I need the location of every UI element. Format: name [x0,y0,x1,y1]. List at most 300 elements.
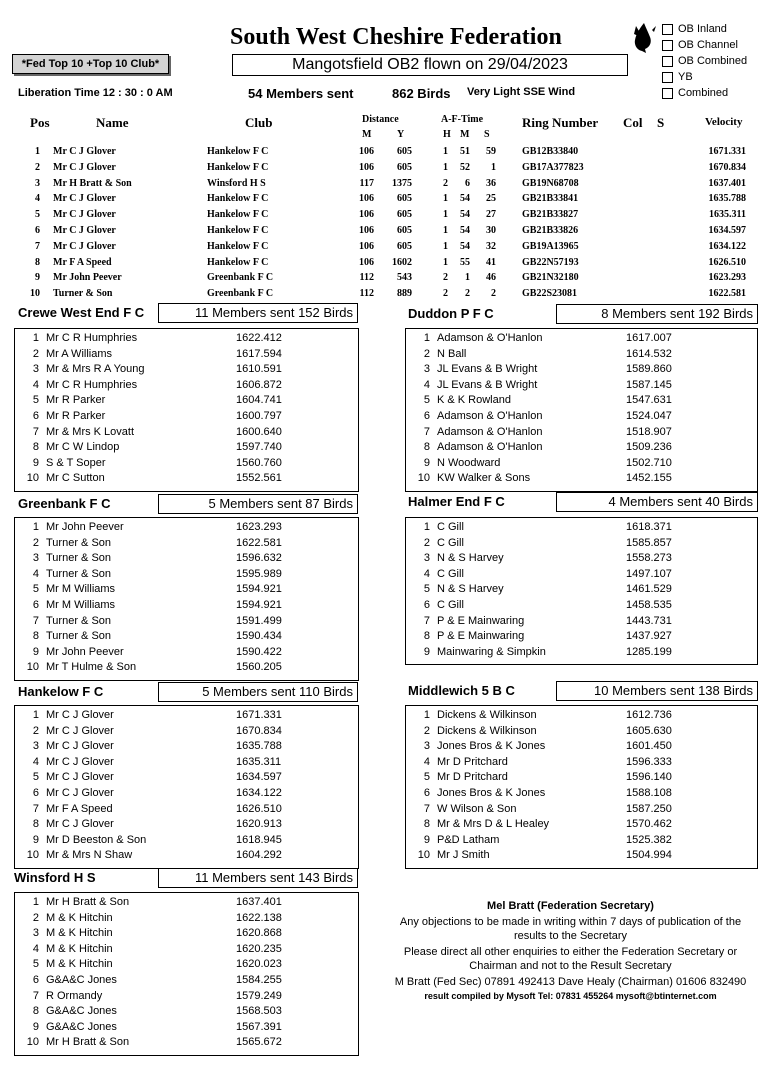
club-member-name: Mr C Sutton [46,472,105,485]
club-member-name: C Gill [437,521,464,533]
club-member-name: Adamson & O'Hanlon [437,441,543,454]
club-velocity: 1524.047 [626,410,672,422]
club-member-name: Mr & Mrs K Lovatt [46,425,135,438]
club-member-name: Mr M Williams [46,583,116,596]
fed-cell-mi: 2 [465,288,470,300]
secretary-name: Mel Bratt (Federation Secretary) [487,900,654,912]
club-result-row [15,896,358,912]
club-results-box [405,517,758,665]
fed-cell-s: 25 [486,193,496,205]
club-velocity: 1623.293 [236,521,282,533]
fed-result-row [0,288,769,304]
club-velocity: 1670.834 [236,724,282,737]
fed-cell-s: 59 [486,146,496,157]
fed-cell-club: Hankelow F C [207,146,269,157]
fed-cell-y: 605 [397,209,412,221]
club-velocity: 1595.989 [236,567,282,580]
club-pos: 4 [32,755,39,768]
club-pos: 2 [423,347,430,360]
club-result-row [406,537,757,553]
club-result-row [15,472,358,488]
fed-cell-name: Mr C J Glover [53,161,116,173]
club-velocity: 1587.145 [626,378,672,391]
club-result-row [406,394,757,410]
club-member-name: P&D Latham [437,833,500,846]
fed-cell-y: 605 [397,225,412,236]
club-pos: 6 [423,787,430,799]
club-result-row [15,1021,358,1037]
club-result-row [406,457,757,473]
club-pos: 6 [32,974,39,986]
club-velocity: 1594.921 [236,583,282,596]
col-sex: S [657,115,665,130]
club-pos: 10 [26,472,39,485]
club-member-name: Mr H Bratt & Son [46,896,130,908]
fed-cell-y: 1602 [392,256,412,268]
club-pos: 6 [32,787,39,799]
fed-cell-m: 106 [359,161,374,173]
fed-cell-mi: 52 [460,161,470,173]
fed-cell-m: 106 [359,193,374,205]
fed-cell-mi: 54 [460,209,470,221]
club-member-name: C Gill [437,567,464,580]
club-pos: 4 [423,755,430,768]
club-pos: 7 [32,425,39,438]
club-pos: 10 [26,849,39,862]
club-result-row [15,709,358,725]
club-member-name: Mr J Smith [437,849,490,862]
club-name: Halmer End F C [408,494,505,509]
fed-cell-h: 1 [443,146,448,157]
club-result-row [406,441,757,457]
fed-cell-pos: 3 [35,177,40,189]
club-velocity: 1568.503 [236,1005,282,1018]
club-member-name: Mr & Mrs R A Young [46,363,145,376]
club-pos: 1 [423,521,430,533]
race-type-option[interactable] [662,87,728,99]
fed-cell-h: 1 [443,256,448,268]
club-pos: 3 [32,363,39,376]
club-result-row [406,818,757,834]
fed-cell-club: Hankelow F C [207,209,269,221]
club-result-row [406,756,757,772]
club-member-name: P & E Mainwaring [437,630,525,643]
fed-result-row [0,225,769,241]
fed-cell-y: 605 [397,161,412,173]
club-velocity: 1601.450 [626,740,672,753]
club-pos: 8 [423,818,430,831]
club-pos: 1 [32,332,39,344]
club-result-row [15,771,358,787]
fed-cell-club: Hankelow F C [207,161,269,173]
fed-cell-mi: 54 [460,193,470,205]
club-result-row [406,426,757,442]
club-velocity: 1637.401 [236,896,282,908]
birds-sent: 862 Birds [392,86,451,101]
club-velocity: 1622.581 [236,536,282,549]
wind-conditions: Very Light SSE Wind [467,86,576,98]
checkbox-icon[interactable] [662,72,673,83]
club-pos: 5 [32,958,39,971]
club-result-row [406,521,757,537]
club-name: Middlewich 5 B C [408,683,515,698]
club-member-name: Mr D Pritchard [437,771,508,784]
club-velocity: 1620.868 [236,927,282,940]
checkbox-icon[interactable] [662,56,673,67]
club-velocity: 1596.333 [626,755,672,768]
fed-cell-ring: GB19A13965 [522,240,579,252]
club-pos: 3 [32,552,39,565]
club-member-name: JL Evans & B Wright [437,363,538,376]
club-velocity: 1597.740 [236,441,282,454]
club-velocity: 1634.122 [236,787,282,799]
fed-cell-pos: 2 [35,161,40,173]
club-pos: 8 [423,441,430,454]
club-velocity: 1594.921 [236,599,282,611]
club-pos: 5 [423,394,430,407]
checkbox-icon[interactable] [662,40,673,51]
fed-cell-pos: 5 [35,209,40,221]
fed-cell-s: 30 [486,225,496,236]
club-result-row [406,709,757,725]
club-member-name: Turner & Son [46,630,112,643]
club-pos: 1 [32,709,39,721]
club-member-name: Mr A Williams [46,347,112,360]
fed-cell-m: 106 [359,209,374,221]
club-member-name: Mr H Bratt & Son [46,1036,130,1049]
club-result-row [406,332,757,348]
fed-cell-ring: GB21B33841 [522,193,579,205]
checkbox-icon[interactable] [662,24,673,35]
club-velocity: 1584.255 [236,974,282,986]
club-pos: 8 [32,630,39,643]
fed-cell-ring: GB22S23081 [522,288,578,300]
club-pos: 7 [423,614,430,627]
fed-cell-y: 605 [397,240,412,252]
race-type-option[interactable] [662,55,747,67]
club-pos: 1 [32,896,39,908]
fed-cell-h: 2 [443,177,448,189]
club-velocity: 1285.199 [626,645,672,658]
club-members-sent: 8 Members sent 192 Birds [556,304,758,324]
club-result-row [15,630,358,646]
fed-cell-h: 1 [443,240,448,252]
club-member-name: N & S Harvey [437,583,504,596]
club-pos: 6 [423,410,430,422]
club-velocity: 1596.632 [236,552,282,565]
club-member-name: Mr C J Glover [46,724,114,737]
club-pos: 3 [32,927,39,940]
club-pos: 9 [32,1020,39,1033]
fed-cell-name: Mr F A Speed [53,256,112,268]
club-result-row [15,787,358,803]
club-result-row [406,363,757,379]
fed-result-row [0,146,769,162]
club-result-row [15,943,358,959]
club-result-row [15,457,358,473]
race-type-option[interactable] [662,39,738,51]
club-member-name: M & K Hitchin [46,927,113,940]
fed-cell-m: 112 [359,272,374,284]
fed-cell-h: 2 [443,272,448,284]
club-result-row [15,912,358,928]
fed-cell-vel: 1671.331 [708,146,746,157]
club-velocity: 1622.412 [236,332,282,344]
club-velocity: 1600.797 [236,410,282,422]
fed-cell-ring: GB21B33827 [522,209,579,221]
col-name: Name [96,115,129,130]
club-velocity: 1437.927 [626,630,672,643]
club-velocity: 1585.857 [626,536,672,549]
club-pos: 3 [423,552,430,565]
fed-result-row [0,209,769,225]
fed-cell-m: 106 [359,256,374,268]
club-member-name: G&A&C Jones [46,1005,117,1018]
club-result-row [406,646,757,662]
fed-cell-vel: 1670.834 [708,161,746,173]
club-pos: 1 [32,521,39,533]
club-pos: 5 [32,394,39,407]
fed-cell-name: Mr C J Glover [53,146,116,157]
club-pos: 2 [32,536,39,549]
race-title: Mangotsfield OB2 flown on 29/04/2023 [232,54,628,76]
fed-cell-vel: 1622.581 [708,288,746,300]
fed-cell-ring: GB12B33840 [522,146,579,157]
club-result-row [15,849,358,865]
club-member-name: Mr C J Glover [46,787,114,799]
club-pos: 10 [26,1036,39,1049]
race-type-option[interactable] [662,23,727,35]
club-pos: 4 [32,942,39,955]
club-pos: 7 [32,802,39,815]
club-pos: 8 [32,441,39,454]
club-velocity: 1443.731 [626,614,672,627]
club-pos: 4 [423,378,430,391]
club-result-row [15,348,358,364]
club-member-name: C Gill [437,599,464,611]
col-distance-y: Y [397,129,405,140]
fed-cell-h: 2 [443,288,448,300]
club-results-box [14,517,359,681]
club-velocity: 1588.108 [626,787,672,799]
club-member-name: S & T Soper [46,456,106,469]
fed-cell-ring: GB21B33826 [522,225,579,236]
club-pos: 3 [32,740,39,753]
fed-cell-name: Mr C J Glover [53,225,116,236]
col-club: Club [245,115,273,130]
club-member-name: Adamson & O'Hanlon [437,332,543,344]
fed-cell-name: Mr H Bratt & Son [53,177,132,189]
club-pos: 4 [423,567,430,580]
club-member-name: C Gill [437,536,464,549]
fed-cell-mi: 55 [460,256,470,268]
club-velocity: 1620.235 [236,942,282,955]
club-result-row [406,379,757,395]
club-member-name: KW Walker & Sons [437,472,531,485]
club-velocity: 1614.532 [626,347,672,360]
fed-cell-name: Turner & Son [53,288,113,300]
club-member-name: Mr John Peever [46,521,124,533]
club-velocity: 1497.107 [626,567,672,580]
club-pos: 2 [423,536,430,549]
fed-cell-club: Hankelow F C [207,193,269,205]
race-type-label: OB Inland [678,23,727,35]
race-type-label: OB Channel [678,39,738,51]
club-pos: 10 [417,472,430,485]
race-type-label: OB Combined [678,55,748,67]
club-velocity: 1618.945 [236,833,282,846]
fed-cell-m: 112 [359,288,374,300]
club-result-row [15,990,358,1006]
club-result-row [15,661,358,677]
col-aftime: A-F-Time [441,114,484,125]
club-member-name: Mr & Mrs D & L Healey [437,818,550,831]
club-pos: 1 [423,709,430,721]
col-distance-m: M [362,129,372,140]
liberation-time: Liberation Time 12 : 30 : 0 AM [18,87,173,99]
club-velocity: 1560.760 [236,456,282,469]
fed-cell-s: 36 [486,177,496,189]
club-member-name: Turner & Son [46,567,112,580]
fed-cell-pos: 9 [35,272,40,284]
fed-cell-name: Mr C J Glover [53,209,116,221]
club-member-name: Mr C J Glover [46,709,114,721]
federation-title: South West Cheshire Federation [230,24,562,50]
club-pos: 8 [32,818,39,831]
club-results-box [14,892,359,1056]
club-members-sent: 11 Members sent 152 Birds [158,303,358,323]
club-member-name: Dickens & Wilkinson [437,709,537,721]
col-time-m: M [460,129,470,140]
club-result-row [406,410,757,426]
fed-cell-ring: GB19N68708 [522,177,579,189]
club-velocity: 1626.510 [236,802,282,815]
club-result-row [15,599,358,615]
club-result-row [15,568,358,584]
fed-cell-vel: 1635.311 [709,209,746,221]
club-results-box [405,328,758,492]
col-colour: Col [623,115,643,130]
club-result-row [406,552,757,568]
club-pos: 6 [32,410,39,422]
fed-cell-s: 41 [486,256,496,268]
club-velocity: 1671.331 [236,709,282,721]
club-result-row [406,630,757,646]
fed-result-row [0,257,769,273]
club-member-name: Turner & Son [46,552,112,565]
club-velocity: 1589.860 [626,363,672,376]
club-result-row [15,646,358,662]
club-velocity: 1558.273 [626,552,672,565]
club-result-row [406,740,757,756]
club-velocity: 1605.630 [626,724,672,737]
club-result-row [15,756,358,772]
club-member-name: Jones Bros & K Jones [437,787,546,799]
fed-cell-y: 889 [397,288,412,300]
club-result-row [15,410,358,426]
fed-cell-name: Mr C J Glover [53,240,116,252]
club-results-box [14,705,359,869]
club-result-row [15,725,358,741]
club-member-name: M & K Hitchin [46,911,113,924]
col-time-s: S [484,129,490,140]
club-pos: 7 [423,802,430,815]
club-result-row [15,552,358,568]
pigeon-logo-icon [626,20,662,56]
club-velocity: 1504.994 [626,849,672,862]
club-member-name: Mr C R Humphries [46,378,138,391]
fed-result-row [0,162,769,178]
club-pos: 2 [32,911,39,924]
club-velocity: 1552.561 [236,472,282,485]
fed-cell-pos: 8 [35,256,40,268]
club-result-row [15,394,358,410]
fed-cell-club: Hankelow F C [207,256,269,268]
club-result-row [15,740,358,756]
club-pos: 8 [32,1005,39,1018]
fed-cell-y: 605 [397,193,412,205]
club-name: Crewe West End F C [18,305,145,320]
club-member-name: JL Evans & B Wright [437,378,538,391]
fed-cell-vel: 1634.122 [708,240,746,252]
club-velocity: 1617.594 [236,347,282,360]
club-velocity: 1502.710 [626,456,672,469]
club-velocity: 1560.205 [236,661,282,674]
col-distance: Distance [362,114,399,125]
fed-cell-mi: 51 [460,146,470,157]
fed-cell-vel: 1626.510 [708,256,746,268]
club-member-name: Turner & Son [46,536,112,549]
club-name: Duddon P F C [408,306,494,321]
fed-result-row [0,241,769,257]
members-sent: 54 Members sent [248,86,354,101]
fed-cell-h: 1 [443,209,448,221]
fed-cell-club: Hankelow F C [207,225,269,236]
fed-cell-pos: 7 [35,240,40,252]
club-pos: 5 [32,771,39,784]
club-member-name: Mr M Williams [46,599,116,611]
club-velocity: 1600.640 [236,425,282,438]
club-velocity: 1565.672 [236,1036,282,1049]
club-result-row [15,332,358,348]
club-velocity: 1610.591 [236,363,282,376]
club-member-name: M & K Hitchin [46,942,113,955]
club-member-name: Turner & Son [46,614,112,627]
club-result-row [15,537,358,553]
club-pos: 10 [26,661,39,674]
fed-cell-pos: 10 [30,288,40,300]
fed-cell-pos: 4 [35,193,40,205]
col-ring: Ring Number [522,115,599,130]
club-pos: 4 [32,378,39,391]
club-velocity: 1612.736 [626,709,672,721]
club-pos: 5 [423,771,430,784]
club-result-row [406,568,757,584]
fed-cell-pos: 6 [35,225,40,236]
fed-cell-mi: 54 [460,240,470,252]
club-velocity: 1570.462 [626,818,672,831]
club-pos: 4 [32,567,39,580]
race-type-option[interactable] [662,71,693,83]
checkbox-icon[interactable] [662,88,673,99]
club-member-name: Adamson & O'Hanlon [437,425,543,438]
club-member-name: Mr C J Glover [46,771,114,784]
club-member-name: Mr John Peever [46,645,124,658]
club-member-name: Mr C J Glover [46,818,114,831]
club-result-row [406,803,757,819]
club-member-name: Mr R Parker [46,394,106,407]
club-pos: 1 [423,332,430,344]
